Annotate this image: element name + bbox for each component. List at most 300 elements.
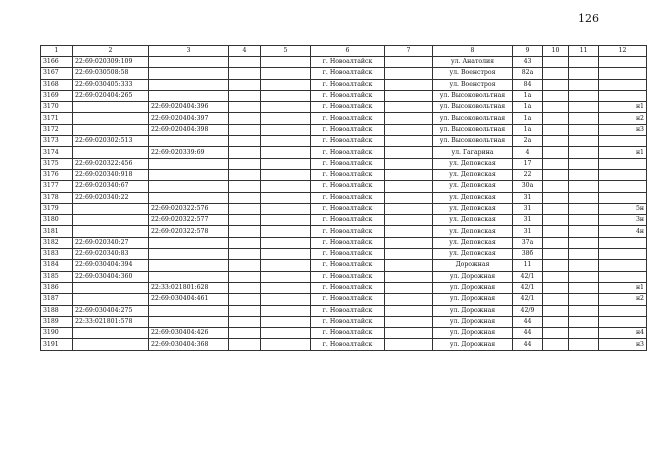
table-cell-col-5 [261, 260, 311, 271]
table-cell-col-4 [229, 305, 261, 316]
table-cell-col-1: 3190 [41, 328, 73, 339]
table-cell-col-9: 31 [513, 226, 543, 237]
table-cell-col-4 [229, 158, 261, 169]
table-cell-col-11 [569, 215, 599, 226]
table-cell-col-12: н3 [599, 339, 647, 350]
table-cell-col-8: ул. Дорожная [433, 339, 513, 350]
table-cell-col-2: 22:69:020309:109 [73, 57, 149, 68]
table-cell-col-2: 22:69:030405:333 [73, 79, 149, 90]
table-cell-col-7 [385, 90, 433, 101]
table-cell-col-7 [385, 328, 433, 339]
table-cell-col-4 [229, 169, 261, 180]
table-cell-col-3: 22:69:030404:426 [149, 328, 229, 339]
column-header-5: 5 [261, 46, 311, 57]
table-cell-col-2: 22:69:030404:360 [73, 271, 149, 282]
table-cell-col-6: г. Новоалтайск [311, 192, 385, 203]
table-cell-col-3 [149, 316, 229, 327]
table-cell-col-12 [599, 57, 647, 68]
table-row [41, 294, 647, 305]
table-cell-col-10 [543, 237, 569, 248]
table-cell-col-7 [385, 124, 433, 135]
table-cell-col-12 [599, 316, 647, 327]
table-cell-col-6: г. Новоалтайск [311, 113, 385, 124]
table-cell-col-9: 38б [513, 249, 543, 260]
table-cell-col-6: г. Новоалтайск [311, 136, 385, 147]
table-cell-col-11 [569, 271, 599, 282]
table-cell-col-2 [73, 102, 149, 113]
table-cell-col-4 [229, 147, 261, 158]
table-cell-col-11 [569, 158, 599, 169]
table-cell-col-11 [569, 282, 599, 293]
table-cell-col-5 [261, 158, 311, 169]
table-cell-col-11 [569, 68, 599, 79]
table-cell-col-1: 3172 [41, 124, 73, 135]
table-cell-col-5 [261, 226, 311, 237]
column-header-1: 1 [41, 46, 73, 57]
table-cell-col-9: 1а [513, 90, 543, 101]
table-cell-col-12 [599, 90, 647, 101]
table-cell-col-9: 31 [513, 215, 543, 226]
table-cell-col-5 [261, 124, 311, 135]
table-cell-col-6: г. Новоалтайск [311, 147, 385, 158]
table-cell-col-2 [73, 226, 149, 237]
table-row [41, 282, 647, 293]
table-cell-col-3 [149, 158, 229, 169]
table-cell-col-11 [569, 79, 599, 90]
table-cell-col-10 [543, 226, 569, 237]
table-cell-col-5 [261, 181, 311, 192]
table-cell-col-4 [229, 90, 261, 101]
table-cell-col-3: 22:69:020322:577 [149, 215, 229, 226]
table-cell-col-7 [385, 192, 433, 203]
table-cell-col-6: г. Новоалтайск [311, 249, 385, 260]
table-cell-col-9: 31 [513, 203, 543, 214]
table-row [41, 113, 647, 124]
table-cell-col-5 [261, 328, 311, 339]
table-cell-col-4 [229, 57, 261, 68]
table-cell-col-4 [229, 226, 261, 237]
table-cell-col-6: г. Новоалтайск [311, 203, 385, 214]
registry-table [40, 45, 647, 351]
table-row [41, 226, 647, 237]
table-cell-col-6: г. Новоалтайск [311, 215, 385, 226]
table-cell-col-9: 43 [513, 57, 543, 68]
table-cell-col-6: г. Новоалтайск [311, 339, 385, 350]
table-cell-col-12: н4 [599, 328, 647, 339]
column-header-12: 12 [599, 46, 647, 57]
table-row [41, 181, 647, 192]
table-cell-col-10 [543, 260, 569, 271]
table-cell-col-4 [229, 260, 261, 271]
table-cell-col-3 [149, 271, 229, 282]
table-cell-col-6: г. Новоалтайск [311, 90, 385, 101]
table-cell-col-12 [599, 305, 647, 316]
table-row [41, 57, 647, 68]
table-cell-col-4 [229, 192, 261, 203]
table-cell-col-3 [149, 181, 229, 192]
table-cell-col-8: ул. Высоковольтная [433, 113, 513, 124]
column-header-8: 8 [433, 46, 513, 57]
table-cell-col-2 [73, 203, 149, 214]
table-cell-col-12 [599, 136, 647, 147]
table-cell-col-7 [385, 181, 433, 192]
table-cell-col-7 [385, 249, 433, 260]
table-cell-col-9: 11 [513, 260, 543, 271]
table-cell-col-2 [73, 339, 149, 350]
table-cell-col-10 [543, 169, 569, 180]
column-header-3: 3 [149, 46, 229, 57]
table-cell-col-5 [261, 57, 311, 68]
table-row [41, 260, 647, 271]
table-cell-col-10 [543, 192, 569, 203]
table-cell-col-10 [543, 294, 569, 305]
table-cell-col-3: 22:33:021801:628 [149, 282, 229, 293]
table-cell-col-6: г. Новоалтайск [311, 271, 385, 282]
table-row [41, 68, 647, 79]
table-cell-col-7 [385, 339, 433, 350]
table-cell-col-12: 4н [599, 226, 647, 237]
table-cell-col-5 [261, 192, 311, 203]
column-header-10: 10 [543, 46, 569, 57]
table-cell-col-7 [385, 237, 433, 248]
table-row [41, 339, 647, 350]
table-cell-col-7 [385, 102, 433, 113]
table-cell-col-3 [149, 192, 229, 203]
table-cell-col-8: ул. Дорожная [433, 328, 513, 339]
table-cell-col-2: 22:69:030404:275 [73, 305, 149, 316]
table-cell-col-1: 3187 [41, 294, 73, 305]
table-cell-col-6: г. Новоалтайск [311, 226, 385, 237]
table-cell-col-5 [261, 147, 311, 158]
table-cell-col-12 [599, 237, 647, 248]
table-cell-col-3 [149, 90, 229, 101]
table-cell-col-8: ул. Деповская [433, 192, 513, 203]
table-cell-col-3 [149, 305, 229, 316]
table-cell-col-10 [543, 282, 569, 293]
table-cell-col-6: г. Новоалтайск [311, 305, 385, 316]
table-cell-col-3: 22:69:020404:398 [149, 124, 229, 135]
table-cell-col-8: ул. Высоковольтная [433, 124, 513, 135]
table-cell-col-1: 3185 [41, 271, 73, 282]
table-cell-col-10 [543, 181, 569, 192]
table-cell-col-6: г. Новоалтайск [311, 316, 385, 327]
table-cell-col-12 [599, 68, 647, 79]
table-cell-col-5 [261, 136, 311, 147]
table-cell-col-8: ул. Дорожная [433, 282, 513, 293]
table-row [41, 305, 647, 316]
table-cell-col-11 [569, 226, 599, 237]
table-cell-col-5 [261, 316, 311, 327]
table-cell-col-11 [569, 147, 599, 158]
table-cell-col-2 [73, 328, 149, 339]
table-row [41, 136, 647, 147]
table-cell-col-11 [569, 169, 599, 180]
table-cell-col-5 [261, 203, 311, 214]
table-cell-col-12: н2 [599, 294, 647, 305]
table-cell-col-7 [385, 215, 433, 226]
table-cell-col-5 [261, 169, 311, 180]
table-cell-col-3: 22:69:020404:396 [149, 102, 229, 113]
column-header-4: 4 [229, 46, 261, 57]
table-cell-col-12: н3 [599, 124, 647, 135]
table-cell-col-5 [261, 294, 311, 305]
table-cell-col-10 [543, 90, 569, 101]
table-row [41, 271, 647, 282]
table-cell-col-4 [229, 136, 261, 147]
table-cell-col-9: 4 [513, 147, 543, 158]
table-cell-col-3: 22:69:020322:576 [149, 203, 229, 214]
table-cell-col-11 [569, 192, 599, 203]
table-row [41, 249, 647, 260]
table-cell-col-2 [73, 282, 149, 293]
table-cell-col-10 [543, 339, 569, 350]
table-cell-col-2: 22:69:020340:83 [73, 249, 149, 260]
table-cell-col-8: ул. Высоковольтная [433, 102, 513, 113]
table-cell-col-8: ул. Дорожная [433, 271, 513, 282]
table-cell-col-5 [261, 305, 311, 316]
table-cell-col-5 [261, 113, 311, 124]
table-cell-col-1: 3184 [41, 260, 73, 271]
table-cell-col-12: н1 [599, 147, 647, 158]
table-cell-col-11 [569, 237, 599, 248]
table-cell-col-7 [385, 169, 433, 180]
table-cell-col-3 [149, 79, 229, 90]
table-cell-col-4 [229, 237, 261, 248]
table-row [41, 79, 647, 90]
table-cell-col-8: ул. Гагарина [433, 147, 513, 158]
table-cell-col-8: Дорожная [433, 260, 513, 271]
table-cell-col-1: 3188 [41, 305, 73, 316]
table-cell-col-1: 3166 [41, 57, 73, 68]
table-cell-col-11 [569, 316, 599, 327]
table-cell-col-1: 3182 [41, 237, 73, 248]
table-cell-col-8: ул. Деповская [433, 158, 513, 169]
table-cell-col-3: 22:69:030404:461 [149, 294, 229, 305]
table-cell-col-10 [543, 102, 569, 113]
table-cell-col-4 [229, 249, 261, 260]
table-cell-col-10 [543, 57, 569, 68]
table-cell-col-1: 3174 [41, 147, 73, 158]
table-cell-col-5 [261, 102, 311, 113]
table-cell-col-7 [385, 203, 433, 214]
table-cell-col-9: 82а [513, 68, 543, 79]
table-cell-col-5 [261, 339, 311, 350]
table-row [41, 237, 647, 248]
table-cell-col-7 [385, 113, 433, 124]
table-row [41, 169, 647, 180]
table-cell-col-2: 22:69:030508:58 [73, 68, 149, 79]
table-cell-col-2 [73, 124, 149, 135]
table-cell-col-12 [599, 158, 647, 169]
table-cell-col-10 [543, 79, 569, 90]
table-cell-col-9: 44 [513, 316, 543, 327]
table-cell-col-7 [385, 57, 433, 68]
table-cell-col-10 [543, 271, 569, 282]
table-cell-col-9: 30а [513, 181, 543, 192]
table-cell-col-11 [569, 260, 599, 271]
table-cell-col-7 [385, 79, 433, 90]
table-cell-col-1: 3173 [41, 136, 73, 147]
table-cell-col-8: ул. Военстроя [433, 68, 513, 79]
table-cell-col-11 [569, 249, 599, 260]
table-cell-col-1: 3168 [41, 79, 73, 90]
table-cell-col-3: 22:69:020322:578 [149, 226, 229, 237]
table-cell-col-3 [149, 68, 229, 79]
table-cell-col-9: 42/9 [513, 305, 543, 316]
page-number: 126 [578, 12, 599, 25]
table-cell-col-3 [149, 169, 229, 180]
table-cell-col-7 [385, 158, 433, 169]
table-cell-col-4 [229, 68, 261, 79]
table-cell-col-8: ул. Дорожная [433, 316, 513, 327]
table-cell-col-6: г. Новоалтайск [311, 169, 385, 180]
table-cell-col-9: 42/1 [513, 282, 543, 293]
table-cell-col-10 [543, 158, 569, 169]
table-cell-col-5 [261, 215, 311, 226]
table-cell-col-2 [73, 113, 149, 124]
table-cell-col-12 [599, 271, 647, 282]
table-cell-col-5 [261, 68, 311, 79]
table-cell-col-11 [569, 102, 599, 113]
table-row [41, 124, 647, 135]
table-cell-col-3 [149, 249, 229, 260]
table-cell-col-5 [261, 282, 311, 293]
table-cell-col-1: 3183 [41, 249, 73, 260]
table-cell-col-7 [385, 136, 433, 147]
table-cell-col-1: 3179 [41, 203, 73, 214]
table-cell-col-6: г. Новоалтайск [311, 282, 385, 293]
table-row [41, 316, 647, 327]
table-cell-col-10 [543, 215, 569, 226]
table-cell-col-11 [569, 136, 599, 147]
table-cell-col-1: 3171 [41, 113, 73, 124]
table-cell-col-8: ул. Дорожная [433, 294, 513, 305]
table-cell-col-6: г. Новоалтайск [311, 260, 385, 271]
table-cell-col-1: 3180 [41, 215, 73, 226]
table-cell-col-8: ул. Военстроя [433, 79, 513, 90]
table-cell-col-8: ул. Деповская [433, 169, 513, 180]
table-cell-col-4 [229, 339, 261, 350]
table-cell-col-10 [543, 68, 569, 79]
table-cell-col-2: 22:69:020340:67 [73, 181, 149, 192]
table-cell-col-10 [543, 203, 569, 214]
table-cell-col-10 [543, 113, 569, 124]
table-cell-col-12: 3н [599, 215, 647, 226]
table-cell-col-6: г. Новоалтайск [311, 124, 385, 135]
table-cell-col-2: 22:69:020340:918 [73, 169, 149, 180]
table-cell-col-6: г. Новоалтайск [311, 158, 385, 169]
table-cell-col-4 [229, 102, 261, 113]
table-cell-col-4 [229, 124, 261, 135]
table-cell-col-8: ул. Деповская [433, 237, 513, 248]
table-cell-col-6: г. Новоалтайск [311, 237, 385, 248]
table-cell-col-11 [569, 203, 599, 214]
table-cell-col-1: 3178 [41, 192, 73, 203]
table-cell-col-5 [261, 90, 311, 101]
table-cell-col-2: 22:69:020302:513 [73, 136, 149, 147]
table-cell-col-9: 37а [513, 237, 543, 248]
table-cell-col-10 [543, 124, 569, 135]
table-cell-col-6: г. Новоалтайск [311, 68, 385, 79]
table-cell-col-1: 3177 [41, 181, 73, 192]
table-cell-col-7 [385, 294, 433, 305]
table-cell-col-4 [229, 316, 261, 327]
table-cell-col-1: 3189 [41, 316, 73, 327]
table-body [41, 46, 647, 351]
table-cell-col-12 [599, 249, 647, 260]
table-cell-col-4 [229, 79, 261, 90]
table-cell-col-1: 3186 [41, 282, 73, 293]
table-cell-col-6: г. Новоалтайск [311, 79, 385, 90]
table-row [41, 102, 647, 113]
table-cell-col-4 [229, 271, 261, 282]
table-cell-col-11 [569, 57, 599, 68]
table-cell-col-12: н1 [599, 282, 647, 293]
table-cell-col-2 [73, 294, 149, 305]
column-header-6: 6 [311, 46, 385, 57]
table-cell-col-7 [385, 260, 433, 271]
table-row [41, 328, 647, 339]
table-cell-col-6: г. Новоалтайск [311, 328, 385, 339]
table-cell-col-7 [385, 316, 433, 327]
table-cell-col-6: г. Новоалтайск [311, 181, 385, 192]
table-cell-col-6: г. Новоалтайск [311, 294, 385, 305]
table-cell-col-9: 1а [513, 124, 543, 135]
table-cell-col-6: г. Новоалтайск [311, 102, 385, 113]
table-cell-col-2: 22:69:030404:394 [73, 260, 149, 271]
table-cell-col-10 [543, 316, 569, 327]
table-cell-col-2: 22:69:020340:27 [73, 237, 149, 248]
table-cell-col-11 [569, 181, 599, 192]
table-cell-col-3 [149, 260, 229, 271]
header-row [41, 46, 647, 57]
table-cell-col-8: ул. Деповская [433, 181, 513, 192]
table-cell-col-9: 42/1 [513, 294, 543, 305]
table-cell-col-11 [569, 294, 599, 305]
table-cell-col-2 [73, 147, 149, 158]
table-cell-col-9: 84 [513, 79, 543, 90]
table-cell-col-8: ул. Деповская [433, 226, 513, 237]
column-header-11: 11 [569, 46, 599, 57]
column-header-2: 2 [73, 46, 149, 57]
table-cell-col-12 [599, 181, 647, 192]
table-cell-col-5 [261, 249, 311, 260]
table-cell-col-1: 3191 [41, 339, 73, 350]
table-cell-col-9: 44 [513, 339, 543, 350]
table-cell-col-10 [543, 136, 569, 147]
table-cell-col-1: 3175 [41, 158, 73, 169]
table-cell-col-3: 22:69:030404:368 [149, 339, 229, 350]
table-cell-col-1: 3170 [41, 102, 73, 113]
table-cell-col-11 [569, 113, 599, 124]
table-cell-col-7 [385, 147, 433, 158]
table-cell-col-7 [385, 68, 433, 79]
table-cell-col-11 [569, 124, 599, 135]
table-cell-col-12: 5н [599, 203, 647, 214]
table-cell-col-9: 2а [513, 136, 543, 147]
table-cell-col-7 [385, 305, 433, 316]
table-cell-col-9: 31 [513, 192, 543, 203]
table-cell-col-9: 1а [513, 113, 543, 124]
table-cell-col-3 [149, 57, 229, 68]
table-cell-col-4 [229, 328, 261, 339]
table-cell-col-7 [385, 271, 433, 282]
table-cell-col-9: 17 [513, 158, 543, 169]
table-cell-col-9: 44 [513, 328, 543, 339]
table-cell-col-8: ул. Анатолия [433, 57, 513, 68]
table-cell-col-2: 22:69:020404:265 [73, 90, 149, 101]
table-cell-col-5 [261, 79, 311, 90]
